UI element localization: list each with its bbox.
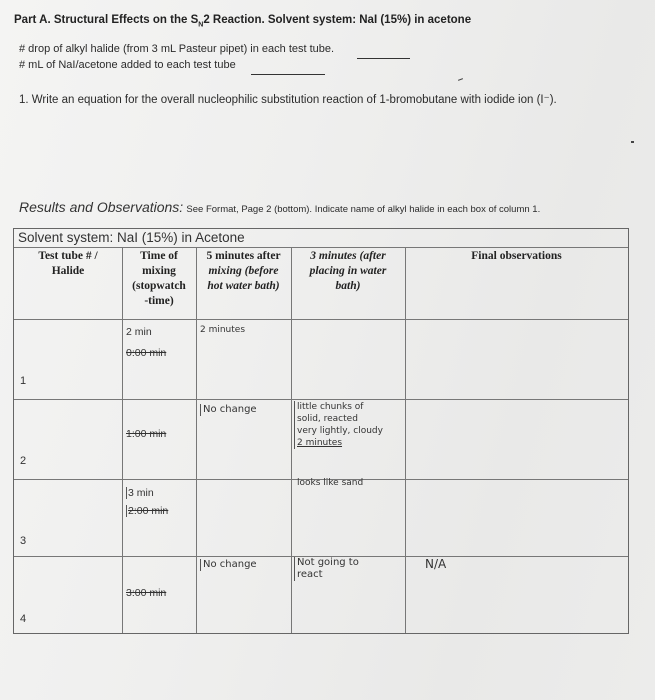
pen-mark — [458, 78, 463, 81]
title-subscript: N — [198, 21, 204, 29]
row-1-time-handwritten: 2 min — [126, 326, 152, 338]
col-header-time-of-mixing — [122, 249, 196, 309]
col-header-test-tube-line-2: Halide — [51, 265, 85, 277]
col-header-5min-line-1: 5 minutes after — [206, 250, 281, 262]
row-3-three-min: looks like sand — [297, 478, 364, 488]
col-header-3-minutes — [291, 249, 405, 294]
col-header-final-observations: Final observations — [471, 250, 562, 262]
ml-blank-line[interactable] — [251, 74, 325, 75]
row-3-time-typed: 2:00 min — [128, 505, 169, 517]
results-subtitle: See Format, Page 2 (bottom). Indicate name of alkyl halide in each box of column 1. — [186, 204, 541, 215]
question-1: 1. Write an equation for the overall nucleophilic substitution reaction of 1-bromobutane with iodide ion (I⁻). — [19, 94, 557, 106]
col-header-5min-line-2: mixing (before — [208, 265, 279, 277]
row-4-final: N/A — [425, 557, 447, 571]
row-4-three-min-line-1: Not going to — [297, 557, 359, 568]
col-header-time-line-3: (stopwatch — [132, 280, 186, 292]
col-header-3min-line-3: bath) — [335, 280, 361, 292]
row-1-time-typed: 0:00 min — [126, 347, 167, 359]
ml-label: # mL of NaI/acetone added to each test tube — [19, 59, 236, 71]
row-4-time-typed: 3:00 min — [126, 587, 167, 599]
col-header-time-line-4: -time) — [144, 295, 174, 307]
pen-dot — [631, 141, 634, 143]
divider — [14, 247, 628, 248]
drops-label: # drop of alkyl halide (from 3 mL Pasteur pipet) in each test tube. — [19, 43, 335, 55]
row-2-time-typed: 1:00 min — [126, 428, 167, 440]
row-2-three-min-line-3: very lightly, cloudy — [297, 426, 383, 436]
row-2-number: 2 — [20, 455, 27, 467]
col-header-time-line-2: mixing — [142, 265, 176, 277]
results-heading — [19, 199, 540, 215]
row-1-five-min: 2 minutes — [200, 325, 246, 335]
row-4-three-min — [294, 557, 359, 581]
col-header-5min-line-3: hot water bath) — [207, 280, 280, 292]
col-header-time-line-1: Time of — [140, 250, 178, 262]
solvent-system-label: Solvent system: NaI (15%) in Acetone — [18, 230, 245, 245]
row-2-five-min: No change — [200, 404, 257, 416]
title-prefix: Part A. Structural Effects on the S — [14, 14, 199, 26]
drops-blank-line[interactable] — [357, 58, 410, 59]
row-3-number: 3 — [20, 535, 27, 547]
page-title — [14, 14, 471, 28]
results-table — [13, 228, 629, 634]
row-3-time-handwritten: 3 min — [128, 487, 154, 499]
divider — [405, 247, 406, 633]
col-header-5-minutes — [196, 249, 291, 294]
divider — [291, 247, 292, 633]
divider — [14, 319, 628, 320]
row-1-number: 1 — [20, 375, 27, 387]
row-2-three-min-line-4: 2 minutes — [297, 438, 343, 448]
row-4-number: 4 — [20, 613, 27, 625]
results-title: Results and Observations: — [19, 199, 184, 215]
row-4-five-min: No change — [200, 559, 257, 571]
col-header-3min-line-1: 3 minutes (after — [310, 250, 386, 262]
col-header-3min-line-2: placing in water — [309, 265, 387, 277]
row-2-three-min-line-2: solid, reacted — [297, 414, 358, 424]
row-4-three-min-line-2: react — [297, 569, 323, 580]
col-header-test-tube — [14, 249, 122, 279]
divider — [196, 247, 197, 633]
row-2-three-min-line-1: little chunks of — [297, 402, 364, 412]
row-2-three-min — [294, 401, 383, 449]
divider — [14, 399, 628, 400]
col-header-test-tube-line-1: Test tube # / — [38, 250, 98, 262]
title-suffix: 2 Reaction. Solvent system: NaI (15%) in acetone — [203, 14, 472, 26]
